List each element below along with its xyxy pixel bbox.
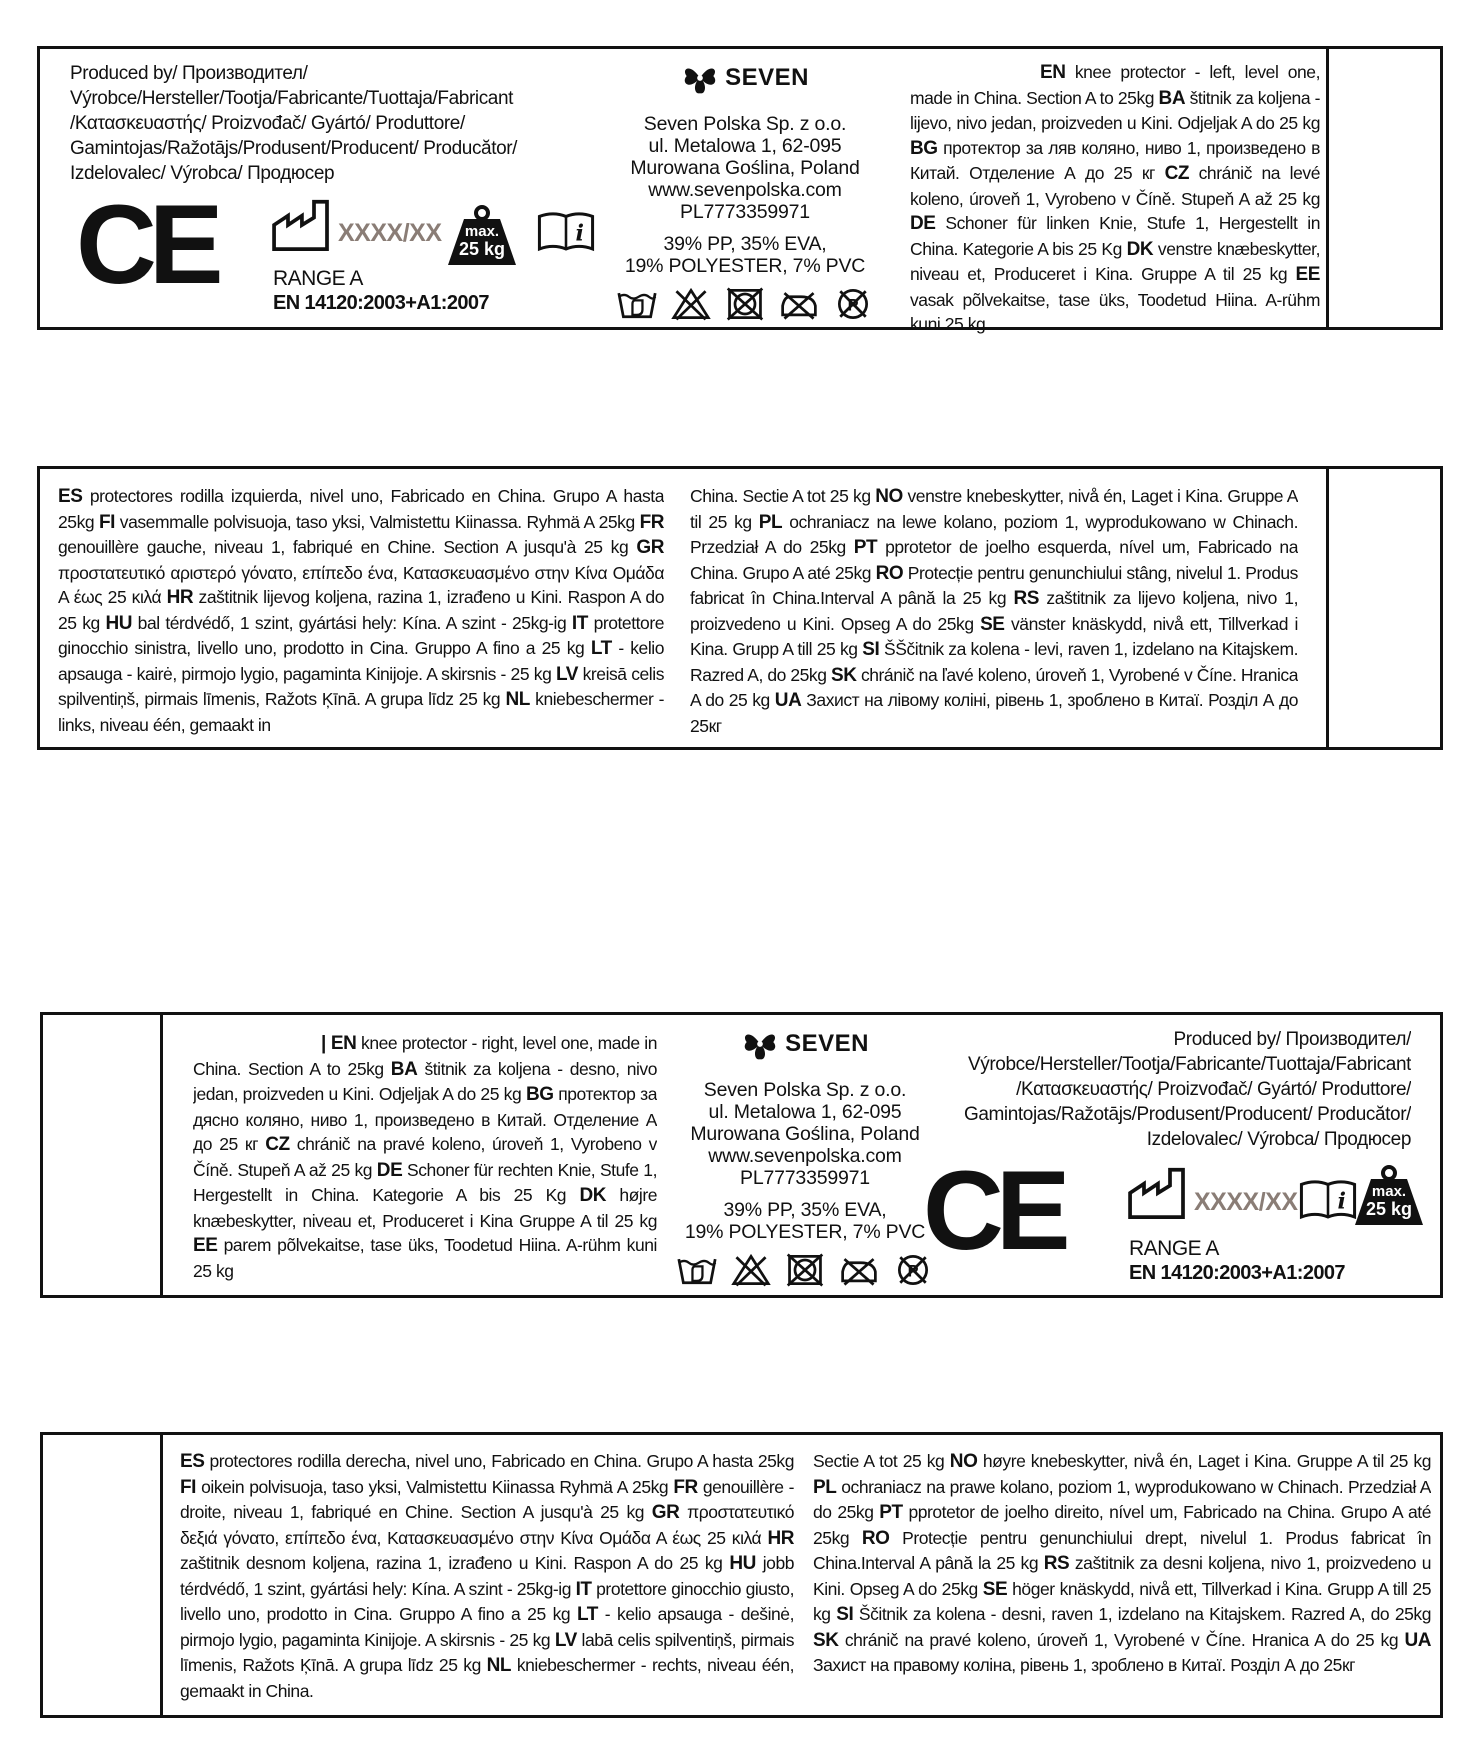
producer-line: Izdelovalec/ Výrobca/ Продюсер bbox=[1146, 1129, 1411, 1150]
producer-line: Výrobce/Hersteller/Tootja/Fabricante/Tuottaja/Fabricant bbox=[70, 88, 514, 109]
language-code: HU bbox=[105, 612, 133, 634]
language-code: GR bbox=[651, 1502, 680, 1523]
language-code: DE bbox=[910, 213, 936, 234]
language-text: genouillère - droite, niveau 1, fabriqué en Chine. Section A jusqu'à 25 kg bbox=[180, 1476, 794, 1522]
language-text: venstre knæbeskytter, niveau et, Produceret i Kina. Gruppe A til 25 kg bbox=[910, 238, 1320, 284]
language-code: SI bbox=[862, 639, 880, 660]
range-block bbox=[273, 267, 489, 315]
language-text: - kelio apsauga - dešinė, pirmojo lygio, pagaminta Kinijoje. A skirsnis - 25 kg bbox=[180, 1604, 794, 1650]
multilang-col-1 bbox=[58, 484, 664, 737]
care-symbols bbox=[655, 1253, 955, 1287]
language-code: IT bbox=[575, 1578, 592, 1600]
label-right-bottom bbox=[40, 1432, 1443, 1718]
language-text: protectores rodilla izquierda, nivel uno, Fabricado en China. Grupo A hasta 25kg bbox=[58, 486, 664, 532]
language-code: BA bbox=[1158, 87, 1186, 109]
language-text: kreisā celis spilventiņš, pirmais līmenis, Ražots Ķīnā. A grupa līdz 25 kg bbox=[58, 663, 664, 709]
brand-name: SEVEN bbox=[785, 1030, 869, 1057]
language-text: vasak põlvekaitse, tase üks, Toodetud Hiina. A-rühm kuni 25 kg bbox=[910, 289, 1320, 334]
brand-logo bbox=[655, 1025, 955, 1063]
language-text: chránič na pravé koleno, úroveň 1, Vyrobené v Číne. Hranica A do 25 kg bbox=[838, 1629, 1405, 1650]
language-code: | EN bbox=[321, 1033, 357, 1054]
language-code: FI bbox=[180, 1476, 196, 1498]
producer-line: /Κατασκευαστής/ Proizvođač/ Gyártó/ Produttore/ bbox=[70, 113, 465, 134]
marking-block bbox=[923, 1159, 1433, 1295]
language-text: protettore ginocchio giusto, livello uno, prodotto in Cina. Gruppo A fino a 25 kg bbox=[180, 1578, 794, 1624]
language-code: CZ bbox=[265, 1134, 290, 1155]
language-text: højre knæbeskytter, niveau et, Produceret i Kina Gruppe A til 25 kg bbox=[193, 1185, 657, 1231]
brand-name: SEVEN bbox=[725, 64, 809, 91]
no-iron-icon bbox=[779, 287, 819, 321]
language-text: oikein polvisuoja, taso yksi, Valmistettu Kiinassa Ryhmä A 25kg bbox=[196, 1476, 674, 1497]
language-code: PT bbox=[853, 537, 878, 558]
language-code: PT bbox=[879, 1502, 903, 1523]
company-line: Murowana Goślina, Poland bbox=[690, 1123, 920, 1145]
language-text: zaštitnik za desni koljena, nivo 1, proizvedeno u Kini. Opseg A do 25kg bbox=[813, 1553, 1431, 1599]
language-text: China. Sectie A tot 25 kg bbox=[690, 486, 876, 506]
language-code: DK bbox=[1126, 238, 1154, 260]
multilang-col-2 bbox=[813, 1449, 1431, 1678]
range-block bbox=[1129, 1237, 1345, 1285]
language-code: PL bbox=[758, 511, 783, 533]
company-line: ul. Metalowa 1, 62-095 bbox=[648, 135, 842, 157]
producer-line: Izdelovalec/ Výrobca/ Продюсер bbox=[70, 163, 335, 184]
language-text: vänster knäskydd, nivå ett, Tillverkad i Kina. Grupp A till 25 kg bbox=[690, 613, 1298, 659]
language-text: протектор за ляв коляно, ниво 1, произведено в Китай. Отделение А до 25 кг bbox=[910, 137, 1320, 183]
language-text: höger knäskydd, nivå ett, Tillverkad i Kina. Grupp A till 25 kg bbox=[813, 1578, 1431, 1624]
language-code: EN bbox=[1040, 62, 1066, 83]
language-code: SE bbox=[980, 613, 1005, 635]
producer-line: /Κατασκευαστής/ Proizvođač/ Gyártó/ Produttore/ bbox=[1016, 1079, 1411, 1100]
language-code: UA bbox=[1404, 1629, 1431, 1651]
language-text: ŠŠčitnik za kolena - levi, raven 1, izdelano na Kitajskem. Razred A, do 25kg bbox=[690, 639, 1298, 685]
language-code: HR bbox=[767, 1527, 794, 1549]
language-text: štitnik za koljena - desno, nivo jedan, proizveden u Kini. Odjeljak A do 25 kg bbox=[193, 1058, 657, 1104]
language-text: chránič na pravé koleno, úroveň 1, Vyrobeno v Číně. Stupeň A až 25 kg bbox=[193, 1134, 657, 1180]
language-text: štitnik za koljena - lijevo, nivo jedan, proizveden u Kini. Odjeljak A do 25 kg bbox=[910, 87, 1320, 133]
no-iron-icon bbox=[839, 1253, 879, 1287]
language-text: knee protector - right, level one, made in China. Section A to 25kg bbox=[193, 1033, 657, 1079]
max-weight-icon bbox=[1353, 1165, 1425, 1227]
composition-line: 19% POLYESTER, 7% PVC bbox=[684, 1221, 926, 1243]
language-text: pprotetor de joelho direito, nível um, Fabricado na China. Grupo A até 25kg bbox=[813, 1502, 1431, 1548]
composition-line: 39% PP, 35% EVA, bbox=[723, 1199, 887, 1221]
language-text: Sectie A tot 25 kg bbox=[813, 1451, 950, 1471]
language-text: Protecție pentru genunchiului stâng, nivelul 1. Produs fabricat în China.Interval A până la 25 kg bbox=[690, 562, 1298, 608]
no-bleach-icon bbox=[731, 1253, 771, 1287]
manufacturer-icon bbox=[1127, 1167, 1187, 1219]
ce-mark: CE bbox=[923, 1159, 1063, 1273]
multilang-text bbox=[193, 1031, 657, 1283]
language-code: NL bbox=[486, 1655, 512, 1676]
language-code: RS bbox=[1013, 588, 1040, 609]
language-text: протектор за дясно коляно, ниво 1, произведено в Китай. Отделение А до 25 кг bbox=[193, 1084, 657, 1154]
language-text: zaštitnik lijevog koljena, razina 1, izrađeno u Kini. Raspon A do 25 kg bbox=[58, 587, 664, 633]
company-line: Murowana Goślina, Poland bbox=[630, 157, 860, 179]
language-code: NO bbox=[949, 1451, 978, 1472]
language-code: EE bbox=[1295, 264, 1320, 285]
language-text: Захист на правому коліна, рівень 1, зроблено в Китаї. Розділ А до 25кг bbox=[813, 1655, 1356, 1675]
company-block bbox=[655, 1025, 955, 1287]
language-text: Schoner für linken Knie, Stufe 1, Hergestellt in China. Kategorie A bis 25 Kg bbox=[910, 213, 1320, 259]
standard-label: EN 14120:2003+A1:2007 bbox=[273, 292, 489, 314]
no-tumble-dry-icon bbox=[725, 287, 765, 321]
no-dry-clean-icon bbox=[833, 287, 873, 321]
label-left-bottom bbox=[37, 466, 1443, 750]
language-code: ES bbox=[180, 1451, 205, 1472]
range-label: RANGE A bbox=[1129, 1237, 1219, 1260]
language-code: LV bbox=[556, 663, 578, 685]
language-code: FI bbox=[98, 511, 115, 533]
language-code: BG bbox=[910, 137, 938, 159]
language-text: høyre knebeskytter, nivå én, Laget i Kina. Gruppe A til 25 kg bbox=[977, 1451, 1431, 1471]
standard-label: EN 14120:2003+A1:2007 bbox=[1129, 1262, 1345, 1284]
language-text: Захист на лівому коліні, рівень 1, зроблено в Китаї. Розділ А до 25кг bbox=[690, 690, 1298, 736]
max-weight-bottom: 25 kg bbox=[1365, 1199, 1413, 1219]
language-code: LT bbox=[577, 1604, 598, 1625]
language-code: PL bbox=[813, 1476, 837, 1498]
language-text: zaštitnik desnom koljena, razina 1, izrađeno u Kini. Raspon A do 25 kg bbox=[180, 1553, 730, 1573]
language-code: SI bbox=[836, 1604, 854, 1625]
language-text: chránič na ľavé koleno, úroveň 1, Vyrobené v Číne. Hranica A do 25 kg bbox=[690, 664, 1298, 710]
language-code: ES bbox=[58, 486, 83, 507]
language-code: RO bbox=[861, 1527, 890, 1549]
language-text: venstre knebeskytter, nivå én, Laget i Kina. Gruppe A til 25 kg bbox=[690, 486, 1298, 532]
language-text: protectores rodilla derecha, nivel uno, Fabricado en China. Grupo A hasta 25kg bbox=[204, 1451, 794, 1471]
language-code: LT bbox=[590, 638, 612, 659]
multilang-col-2 bbox=[690, 484, 1298, 738]
language-text: jobb térdvédő, 1 szint, gyártási hely: Kína. A szint - 25kg-ig bbox=[180, 1553, 794, 1599]
language-code: FR bbox=[673, 1476, 698, 1498]
company-line: Seven Polska Sp. z o.o. bbox=[703, 1079, 907, 1101]
language-text: parem põlvekaitse, tase üks, Toodetud Hiina. A-rühm kuni 25 kg bbox=[193, 1235, 657, 1281]
language-text: genouillère gauche, niveau 1, fabriqué en Chine. Section A jusqu'à 25 kg bbox=[58, 537, 637, 557]
range-label: RANGE A bbox=[273, 267, 363, 290]
language-code: LV bbox=[554, 1629, 577, 1651]
language-code: BG bbox=[525, 1084, 554, 1105]
manufacturer-icon bbox=[271, 199, 331, 251]
producer-block bbox=[923, 1027, 1411, 1152]
language-code: SE bbox=[982, 1578, 1008, 1600]
language-text: protettore ginocchio sinistra, livello uno, prodotto in Cina. Gruppo A fino a 25 kg bbox=[58, 612, 664, 658]
language-text: zaštitnik za lijevo koljena, nivo 1, proizvedeno u Kini. Opseg A do 25kg bbox=[690, 588, 1298, 634]
company-block bbox=[595, 59, 895, 321]
language-text: chránič na levé koleno, úroveň 1, Vyrobeno v Číně. Stupeň A až 25 kg bbox=[910, 163, 1320, 209]
language-code: CZ bbox=[1164, 163, 1190, 184]
language-text: Schoner für rechten Knie, Stufe 1, Hergestellt in China. Kategorie A bis 25 Kg bbox=[193, 1159, 657, 1205]
info-book-icon bbox=[536, 207, 596, 255]
no-tumble-dry-icon bbox=[785, 1253, 825, 1287]
language-code: NL bbox=[505, 689, 530, 710]
language-text: ochraniacz na lewe kolano, poziom 1, wyprodukowano w Chinach. Przedział A do 25kg bbox=[690, 511, 1298, 557]
language-code: HU bbox=[729, 1553, 756, 1574]
composition-line: 39% PP, 35% EVA, bbox=[663, 233, 827, 255]
language-text: bal térdvédő, 1 szint, gyártási hely: Kína. A szint - 25kg-ig bbox=[132, 612, 572, 633]
no-bleach-icon bbox=[671, 287, 711, 321]
language-code: GR bbox=[636, 537, 664, 558]
producer-heading: Produced by/ Производител/ bbox=[70, 63, 308, 84]
language-text: Ščitnik za kolena - desni, raven 1, izdelano na Kitajskem. Razred A, do 25kg bbox=[853, 1604, 1431, 1624]
language-code: SK bbox=[830, 664, 857, 686]
language-code: HR bbox=[166, 587, 194, 608]
max-weight-icon bbox=[446, 205, 518, 267]
max-weight-top: max. bbox=[1371, 1183, 1407, 1200]
language-text: pprotetor de joelho esquerda, nível um, Fabricado na China. Grupo A até 25kg bbox=[690, 537, 1298, 583]
language-code: UA bbox=[774, 690, 802, 711]
language-code: NO bbox=[875, 486, 903, 507]
marking-block bbox=[76, 195, 596, 325]
language-code: BA bbox=[390, 1058, 418, 1080]
language-code: RS bbox=[1043, 1553, 1070, 1574]
language-code: FR bbox=[639, 511, 664, 533]
language-text: knee protector - left, level one, made in China. Section A to 25kg bbox=[910, 62, 1320, 108]
producer-line: Výrobce/Hersteller/Tootja/Fabricante/Tuottaja/Fabricant bbox=[967, 1054, 1411, 1075]
language-code: EE bbox=[193, 1235, 218, 1256]
company-line: Seven Polska Sp. z o.o. bbox=[643, 113, 847, 135]
care-symbols bbox=[595, 287, 895, 321]
multilang-text bbox=[910, 60, 1320, 337]
language-text: kniebeschermer - links, niveau één, gemaakt in bbox=[58, 689, 664, 735]
composition-line: 19% POLYESTER, 7% PVC bbox=[624, 255, 866, 277]
company-line: PL7773359971 bbox=[680, 201, 810, 223]
language-text: vasemmalle polvisuoja, taso yksi, Valmistettu Kiinassa. Ryhmä A 25kg bbox=[114, 511, 640, 532]
language-code: SK bbox=[813, 1629, 839, 1651]
company-line: ul. Metalowa 1, 62-095 bbox=[708, 1101, 902, 1123]
language-text: Protecție pentru genunchiului drept, nivelul 1. Produs fabricat în China.Interval A până la 25 kg bbox=[813, 1527, 1431, 1573]
language-code: DE bbox=[376, 1159, 403, 1181]
hand-wash-icon bbox=[677, 1253, 717, 1287]
ce-mark: CE bbox=[76, 195, 216, 307]
batch-number: XXXX/XX bbox=[1194, 1188, 1298, 1216]
language-text: προστατευτικό αριστερό γόνατο, επίπεδο ένα, Κατασκευασμένο στην Κίνα Ομάδα Α έως 25 κιλά bbox=[58, 562, 664, 607]
language-code: DK bbox=[579, 1185, 606, 1206]
max-weight-bottom: 25 kg bbox=[458, 239, 506, 259]
hand-wash-icon bbox=[617, 287, 657, 321]
language-text: labā celis spilventiņš, pirmais līmenis, Ražots Ķīnā. A grupa līdz 25 kg bbox=[180, 1629, 794, 1675]
label-right-top bbox=[40, 1012, 1443, 1298]
language-code: IT bbox=[571, 612, 588, 634]
seven-flower-icon bbox=[741, 1025, 779, 1063]
info-book-icon bbox=[1298, 1175, 1358, 1223]
brand-logo bbox=[595, 59, 895, 97]
producer-block bbox=[70, 61, 590, 186]
seven-flower-icon bbox=[681, 59, 719, 97]
company-line: www.sevenpolska.com bbox=[648, 179, 842, 201]
language-text: - kelio apsauga - kairė, pirmojo lygio, pagaminta Kinijoje. A skirsnis - 25 kg bbox=[58, 638, 664, 684]
producer-line: Gamintojas/Ražotājs/Produsent/Producent/ Producător/ bbox=[70, 138, 518, 159]
company-line: www.sevenpolska.com bbox=[708, 1145, 902, 1167]
batch-number: XXXX/XX bbox=[338, 219, 442, 247]
language-text: προστατευτικό δεξιά γόνατο, επίπεδο ένα, Κατασκευασμένο στην Κίνα Ομάδα Α έως 25 κιλά bbox=[180, 1502, 794, 1548]
language-text: kniebeschermer - rechts, niveau één, gemaakt in China. bbox=[180, 1655, 794, 1701]
producer-line: Gamintojas/Ražotājs/Produsent/Producent/ Producător/ bbox=[963, 1104, 1411, 1125]
multilang-col-1 bbox=[180, 1449, 794, 1703]
company-line: PL7773359971 bbox=[740, 1167, 870, 1189]
max-weight-top: max. bbox=[464, 223, 500, 240]
producer-heading: Produced by/ Производител/ bbox=[1173, 1029, 1411, 1050]
language-code: RO bbox=[875, 562, 904, 584]
language-text: ochraniacz na prawe kolano, poziom 1, wyprodukowano w Chinach. Przedział A do 25kg bbox=[813, 1476, 1431, 1522]
label-left-top bbox=[37, 46, 1443, 334]
